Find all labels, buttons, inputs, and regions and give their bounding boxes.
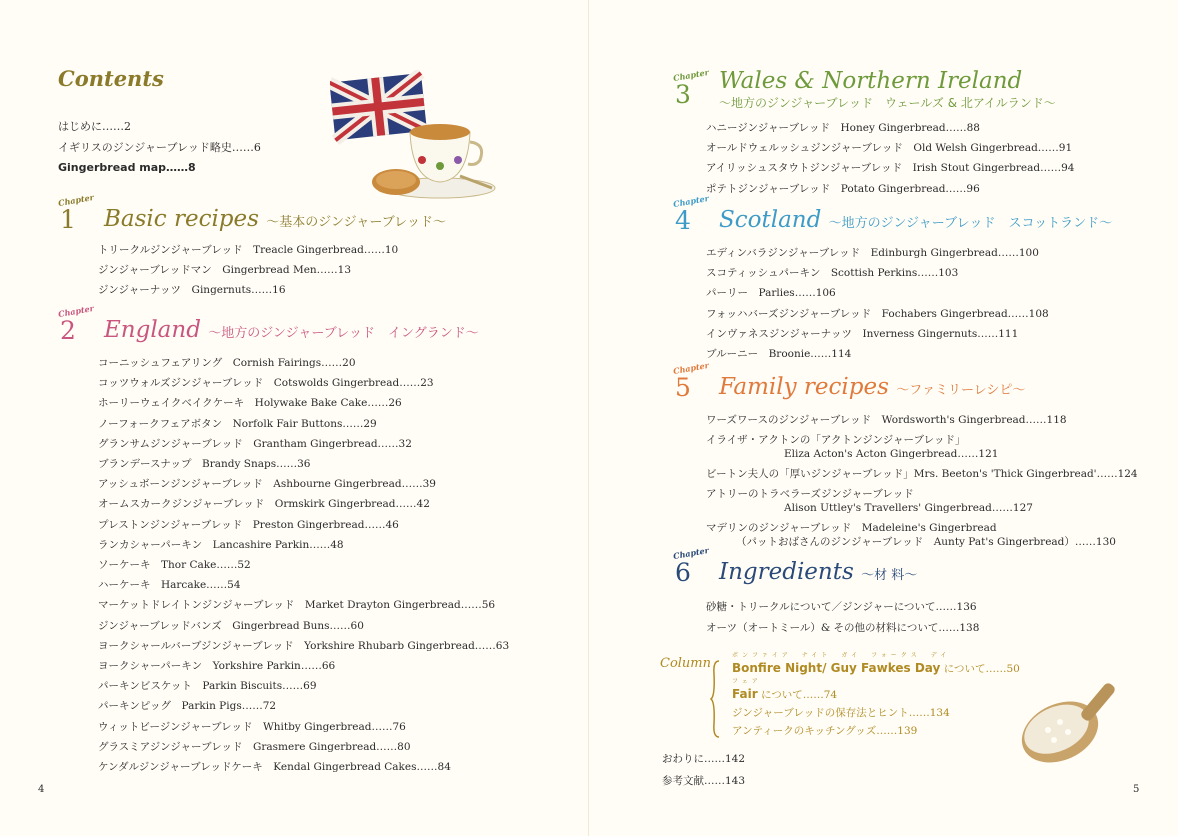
toc-entry[interactable]: ホーリーウェイクベイクケーキ Holywake Bake Cake……26 — [98, 397, 402, 410]
toc-entry[interactable]: オーツ（オートミール）& その他の材料について……138 — [706, 622, 980, 634]
chapter-title-en: England — [104, 317, 201, 343]
chapter-subtitle: 〜材 料〜 — [861, 568, 918, 583]
toc-entry[interactable]: マーケットドレイトンジンジャーブレッド Market Drayton Gingerbread……56 — [98, 599, 496, 612]
toc-entry[interactable]: アイリッシュスタウトジンジャーブレッド Irish Stout Gingerbread……94 — [706, 162, 1075, 175]
chapter-word: Chapter — [672, 192, 710, 210]
toc-entry[interactable]: ジンジャーブレッドバンズ Gingerbread Buns……60 — [98, 619, 364, 632]
toc-entry[interactable]: ジンジャーナッツ Gingernuts……16 — [98, 284, 286, 297]
chapter-title-en: Ingredients — [719, 559, 854, 585]
intro-item[interactable]: はじめに……2 — [58, 120, 131, 133]
toc-entry[interactable]: ハニージンジャーブレッド Honey Gingerbread……88 — [706, 122, 980, 134]
chapter-title — [104, 317, 479, 343]
toc-entry-line: マデリンのジンジャーブレッド Madeleine's Gingerbread — [706, 522, 997, 534]
chapter-title — [719, 207, 1112, 233]
chapter-title-en: Family recipes — [719, 374, 889, 400]
intro-list — [58, 117, 261, 179]
chapter-number: 1 — [60, 205, 76, 234]
page-number: 5 — [1133, 784, 1140, 795]
toc-entry[interactable]: アッシュボーンジンジャーブレッド Ashbourne Gingerbread……39 — [98, 478, 436, 491]
toc-entry-line: イライザ・アクトンの「アクトンジンジャーブレッド」 — [706, 434, 966, 446]
toc-entry[interactable]: ジンジャーブレッドマン Gingerbread Men……13 — [98, 264, 352, 277]
chapter-number: 3 — [675, 80, 691, 109]
page-number: 4 — [38, 784, 45, 795]
toc-entry[interactable]: エディンバラジンジャーブレッド Edinburgh Gingerbread……100 — [706, 247, 1039, 259]
toc-entry[interactable]: コーニッシュフェアリング Cornish Fairings……20 — [98, 357, 356, 369]
toc-entry[interactable]: グラスミアジンジャーブレッド Grasmere Gingerbread……80 — [98, 740, 411, 753]
toc-entry[interactable]: グランサムジンジャーブレッド Grantham Gingerbread……32 — [98, 437, 412, 450]
toc-entry[interactable] — [706, 430, 1138, 464]
intro-item[interactable]: Gingerbread map……8 — [58, 161, 196, 174]
chapter-4-items — [706, 243, 1049, 364]
column-items — [732, 652, 1020, 740]
ruby-text: ボンファイア ナイト ガイ フォークス デイ — [732, 652, 951, 659]
chapter-word: Chapter — [672, 544, 710, 562]
toc-entry[interactable]: プレストンジンジャーブレッド Preston Gingerbread……46 — [98, 518, 399, 531]
chapter-number: 5 — [675, 373, 691, 402]
toc-entry-line: （パットおばさんのジンジャーブレッド Aunty Pat's Gingerbread）……130 — [736, 536, 1116, 548]
intro-item[interactable]: イギリスのジンジャーブレッド略史……6 — [58, 140, 261, 154]
toc-entry[interactable]: トリークルジンジャーブレッド Treacle Gingerbread……10 — [98, 244, 399, 256]
flag-teacup-illustration — [330, 70, 500, 200]
column-entry[interactable]: ジンジャーブレッドの保存法とヒント……134 — [732, 707, 950, 719]
brace-icon — [710, 660, 720, 738]
toc-entry-line: ビートン夫人の「厚いジンジャーブレッド」Mrs. Beeton's 'Thick Gingerbread'……124 — [706, 468, 1138, 480]
column-entry-rest: について……50 — [940, 663, 1020, 675]
toc-entry[interactable]: コッツウォルズジンジャーブレッド Cotswolds Gingerbread……23 — [98, 377, 434, 390]
toc-entry[interactable]: パーキンビスケット Parkin Biscuits……69 — [98, 680, 317, 693]
column-entry-en: Fair — [732, 687, 758, 701]
toc-entry[interactable]: ケンダルジンジャーブレッドケーキ Kendal Gingerbread Cakes……84 — [98, 761, 451, 774]
chapter-title — [719, 374, 1025, 400]
toc-entry[interactable]: 砂糖・トリークルについて／ジンジャーについて……136 — [706, 601, 977, 613]
toc-entry[interactable]: 参考文献……143 — [662, 775, 746, 787]
column-entry-rest: について……74 — [757, 689, 838, 701]
chapter-word: Chapter — [57, 302, 95, 320]
chapter-title-en: Wales & Northern Ireland — [719, 68, 1023, 94]
toc-entry-line: ワーズワースのジンジャーブレッド Wordsworth's Gingerbread……118 — [706, 414, 1067, 426]
column-entry[interactable]: アンティークのキッチングッズ……139 — [732, 725, 918, 737]
chapter-number: 4 — [675, 206, 691, 235]
toc-entry-line: アトリーのトラベラーズジンジャーブレッド — [706, 488, 914, 500]
chapter-subtitle: 〜地方のジンジャーブレッド イングランド〜 — [208, 326, 479, 341]
ruby-text: フェア — [732, 678, 762, 685]
toc-entry[interactable]: パーキンピッグ Parkin Pigs……72 — [98, 700, 277, 713]
toc-entry[interactable]: パーリー Parlies……106 — [706, 287, 836, 300]
toc-entry[interactable]: オールドウェルッシュジンジャーブレッド Old Welsh Gingerbread……91 — [706, 142, 1073, 155]
toc-entry[interactable]: ブルーニー Broonie……114 — [706, 348, 852, 361]
toc-entry[interactable]: ランカシャーパーキン Lancashire Parkin……48 — [98, 538, 344, 551]
toc-entry[interactable] — [706, 464, 1138, 484]
toc-entry[interactable]: ポテトジンジャーブレッド Potato Gingerbread……96 — [706, 182, 980, 195]
closing-list — [662, 748, 745, 792]
oat-scoop-illustration — [1010, 670, 1140, 770]
chapter-5-items — [706, 410, 1138, 552]
chapter-title — [104, 206, 446, 232]
column-entry-en: Bonfire Night/ Guy Fawkes Day — [732, 661, 941, 675]
toc-entry[interactable] — [706, 410, 1138, 430]
chapter-3-items — [706, 118, 1074, 199]
toc-entry[interactable]: スコティッシュパーキン Scottish Perkins……103 — [706, 267, 959, 280]
chapter-subtitle: 〜地方のジンジャーブレッド ウェールズ & 北アイルランド〜 — [719, 96, 1056, 110]
column-entry[interactable] — [732, 678, 1020, 704]
column-entry[interactable] — [732, 652, 1020, 678]
chapter-word: Chapter — [672, 359, 710, 377]
column-label: Column — [660, 656, 712, 671]
contents-title: Contents — [58, 66, 164, 91]
chapter-2-items — [98, 353, 509, 777]
chapter-title — [719, 559, 917, 585]
chapter-1-items — [98, 240, 398, 301]
chapter-6-items — [706, 597, 979, 639]
chapter-title-en: Scotland — [719, 207, 822, 233]
chapter-word: Chapter — [672, 66, 710, 84]
toc-entry[interactable]: ブランデースナップ Brandy Snaps……36 — [98, 458, 311, 471]
toc-entry[interactable]: ウィットビージンジャーブレッド Whitby Gingerbread……76 — [98, 720, 406, 733]
toc-entry[interactable]: オームスカークジンジャーブレッド Ormskirk Gingerbread……42 — [98, 498, 430, 511]
chapter-subtitle: 〜ファミリーレシピ〜 — [896, 383, 1026, 398]
toc-entry[interactable]: インヴァネスジンジャーナッツ Inverness Gingernuts……111 — [706, 327, 1019, 340]
chapter-word: Chapter — [57, 191, 95, 209]
toc-entry[interactable]: フォッハバーズジンジャーブレッド Fochabers Gingerbread……108 — [706, 307, 1049, 320]
chapter-title-en: Basic recipes — [104, 206, 259, 232]
toc-entry[interactable]: ヨークシャーパーキン Yorkshire Parkin……66 — [98, 660, 336, 673]
toc-entry[interactable] — [706, 484, 1138, 518]
toc-entry[interactable] — [706, 518, 1138, 552]
chapter-subtitle: 〜基本のジンジャーブレッド〜 — [266, 215, 447, 230]
chapter-number: 2 — [60, 316, 76, 345]
toc-entry[interactable]: ノーフォークフェアボタン Norfolk Fair Buttons……29 — [98, 417, 377, 430]
chapter-number: 6 — [675, 558, 691, 587]
toc-entry[interactable]: おわりに……142 — [662, 753, 746, 765]
toc-entry[interactable]: ヨークシャールバーブジンジャーブレッド Yorkshire Rhubarb Gingerbread……63 — [98, 639, 510, 652]
toc-entry-line: Alison Uttley's Travellers' Gingerbread……127 — [784, 502, 1033, 514]
chapter-subtitle: 〜地方のジンジャーブレッド スコットランド〜 — [828, 216, 1113, 231]
toc-entry-line: Eliza Acton's Acton Gingerbread……121 — [784, 448, 999, 460]
toc-entry[interactable]: ソーケーキ Thor Cake……52 — [98, 559, 251, 572]
toc-entry[interactable]: ハーケーキ Harcake……54 — [98, 579, 241, 592]
